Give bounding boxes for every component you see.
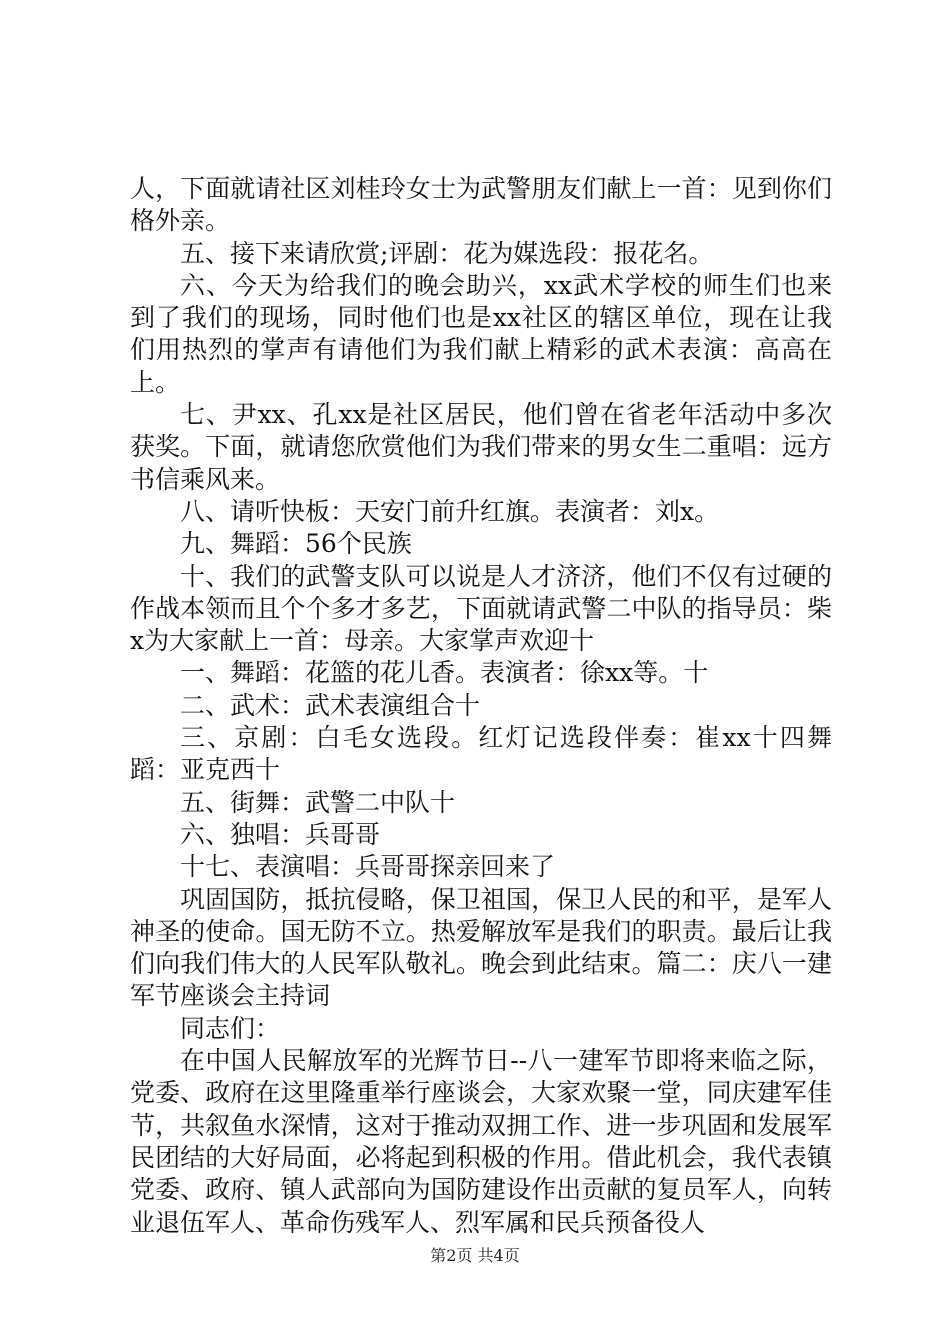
paragraph: 同志们： [180,1013,281,1043]
paragraph: 六、独唱：兵哥哥 [180,819,381,849]
paragraph: 巩固国防，抵抗侵略，保卫祖国，保卫人民的和平，是军人神圣的使命。国无防不立。热爱解放军是我们的职责。最后让我们向我们伟大的人民军队敬礼。晚会到此结束。篇二：庆八一建军节座谈会主持词 [130,884,832,1011]
paragraph: 人，下面就请社区刘桂玲女士为武警朋友们献上一首：见到你们格外亲。 [130,174,832,236]
paragraph: 九、舞蹈：56个民族 [180,529,412,559]
paragraph: 五、接下来请欣赏;评剧：花为媒选段：报花名。 [180,238,714,268]
paragraph: 十、我们的武警支队可以说是人才济济，他们不仅有过硬的作战本领而且个个多才多艺，下面就请武警二中队的指导员：柴x为大家献上一首：母亲。大家掌声欢迎十 [130,561,832,656]
paragraph: 在中国人民解放军的光辉节日--八一建军节即将来临之际，党委、政府在这里隆重举行座谈会，大家欢聚一堂，同庆建军佳节，共叙鱼水深情，这对于推动双拥工作、进一步巩固和发展军民团结的大好局面，必将起到积极的作用。借此机会，我代表镇党委、政府、镇人武部向为国防建设作出贡献的复员军人，向转业退伍军人、革命伤残军人、烈军属和民兵预备役人 [130,1046,832,1237]
paragraph: 五、街舞：武警二中队十 [180,787,456,817]
paragraph: 六、今天为给我们的晚会助兴，xx武术学校的师生们也来到了我们的现场，同时他们也是xx社区的辖区单位，现在让我们用热烈的掌声有请他们为我们献上精彩的武术表演：高高在上。 [130,270,832,397]
paragraph: 七、尹xx、孔xx是社区居民，他们曾在省老年活动中多次获奖。下面，就请您欣赏他们为我们带来的男女生二重唱：远方书信乘风来。 [130,400,832,494]
paragraph: 二、武术：武术表演组合十 [180,690,481,720]
paragraph: 三、京剧：白毛女选段。红灯记选段伴奏：崔xx十四舞蹈：亚克西十 [130,723,832,785]
paragraph: 八、请听快板：天安门前升红旗。表演者：刘x。 [180,496,720,526]
paragraph: 一、舞蹈：花篮的花儿香。表演者：徐xx等。十 [180,658,709,688]
paragraph: 十七、表演唱：兵哥哥探亲回来了 [180,852,556,882]
document-body [130,173,832,1239]
page-footer: 第2页 共4页 [430,1246,520,1265]
